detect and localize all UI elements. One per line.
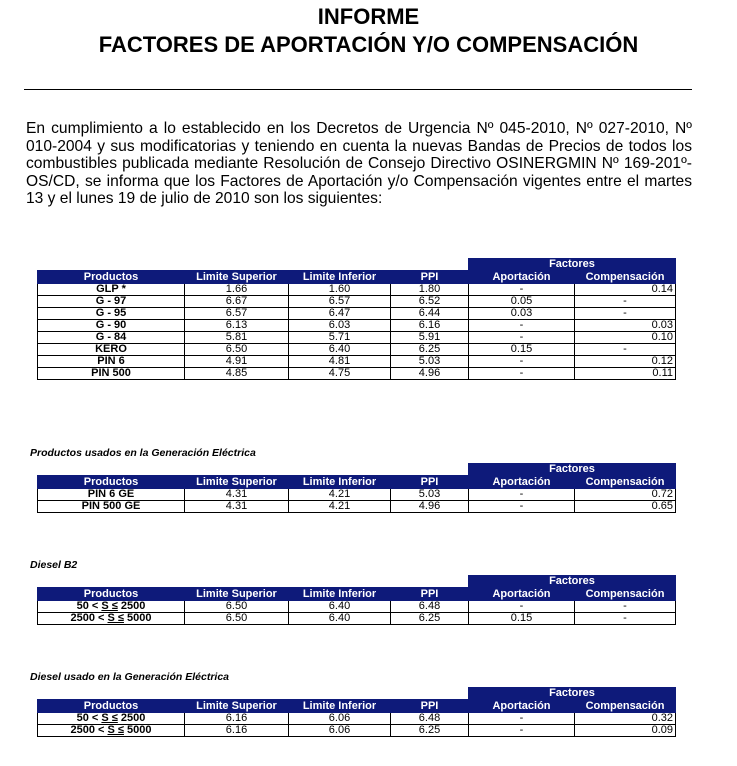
- col-ppi: PPI: [391, 700, 469, 713]
- factors-table-diesel-generacion: [37, 687, 676, 737]
- report-subtitle: FACTORES DE APORTACIÓN Y/O COMPENSACIÓN: [98, 32, 639, 57]
- col-compensacion: Compensación: [575, 271, 676, 284]
- col-limite-inferior: Limite Inferior: [289, 700, 391, 713]
- col-compensacion: Compensación: [575, 476, 676, 489]
- col-limite-superior: Limite Superior: [185, 271, 289, 284]
- table-row: PIN 500 4.85 4.75 4.96 - 0.11: [38, 368, 676, 380]
- table-row: PIN 500 GE 4.31 4.21 4.96 - 0.65: [38, 501, 676, 513]
- col-limite-superior: Limite Superior: [185, 588, 289, 601]
- table-row: G - 95 6.57 6.47 6.44 0.03 -: [38, 308, 676, 320]
- col-aportacion: Aportación: [469, 588, 575, 601]
- col-limite-inferior: Limite Inferior: [289, 476, 391, 489]
- section-label-diesel-b2: Diesel B2: [30, 559, 78, 571]
- table-row: G - 97 6.67 6.57 6.52 0.05 -: [38, 296, 676, 308]
- factors-table-diesel-b2: [37, 575, 676, 625]
- table-row: PIN 6 GE 4.31 4.21 5.03 - 0.72: [38, 489, 676, 501]
- factors-table-generacion: [37, 463, 676, 513]
- factores-header: Factores: [469, 464, 676, 476]
- table-row: PIN 6 4.91 4.81 5.03 - 0.12: [38, 356, 676, 368]
- title-divider: [24, 89, 692, 90]
- col-compensacion: Compensación: [575, 700, 676, 713]
- col-aportacion: Aportación: [469, 476, 575, 489]
- col-productos: Productos: [38, 476, 185, 489]
- col-productos: Productos: [38, 588, 185, 601]
- col-compensacion: Compensación: [575, 588, 676, 601]
- col-ppi: PPI: [391, 588, 469, 601]
- factores-header: Factores: [469, 259, 676, 271]
- col-ppi: PPI: [391, 476, 469, 489]
- col-limite-superior: Limite Superior: [185, 700, 289, 713]
- factores-header: Factores: [469, 688, 676, 700]
- intro-paragraph: En cumplimiento a lo establecido en los Decretos de Urgencia Nº 045-2010, Nº 027-2010, Nº 010-2004 y sus modificatorias y teniendo en cuenta la nuevas Bandas de Precios de todos los combustibles publicada mediante Resolución de Consejo Directivo OSINERGMIN Nº 169-201º- OS/CD, se informa que los Factores de Aportación y/o Compensación vigentes entre el martes 13 y el lunes 19 de julio de 2010 son los siguientes:: [26, 120, 692, 208]
- table-row: KERO 6.50 6.40 6.25 0.15 -: [38, 344, 676, 356]
- col-aportacion: Aportación: [469, 700, 575, 713]
- col-limite-superior: Limite Superior: [185, 476, 289, 489]
- table-row: G - 90 6.13 6.03 6.16 - 0.03: [38, 320, 676, 332]
- table-row: 2500 < S ≤ 5000 6.16 6.06 6.25 - 0.09: [38, 725, 676, 737]
- factors-table-main: [37, 258, 676, 380]
- col-ppi: PPI: [391, 271, 469, 284]
- col-aportacion: Aportación: [469, 271, 575, 284]
- col-limite-inferior: Limite Inferior: [289, 271, 391, 284]
- table-row: GLP * 1.66 1.60 1.80 - 0.14: [38, 284, 676, 296]
- table-row: 2500 < S ≤ 5000 6.50 6.40 6.25 0.15 -: [38, 613, 676, 625]
- factores-header: Factores: [469, 576, 676, 588]
- section-label-diesel-generacion: Diesel usado en la Generación Eléctrica: [30, 671, 230, 683]
- col-productos: Productos: [38, 700, 185, 713]
- section-label-generacion: Productos usados en la Generación Eléctrica: [30, 447, 256, 459]
- table-row: G - 84 5.81 5.71 5.91 - 0.10: [38, 332, 676, 344]
- col-productos: Productos: [38, 271, 185, 284]
- report-title: INFORME: [317, 4, 420, 29]
- table-row: 50 < S ≤ 2500 6.50 6.40 6.48 - -: [38, 601, 676, 613]
- table-row: 50 < S ≤ 2500 6.16 6.06 6.48 - 0.32: [38, 713, 676, 725]
- col-limite-inferior: Limite Inferior: [289, 588, 391, 601]
